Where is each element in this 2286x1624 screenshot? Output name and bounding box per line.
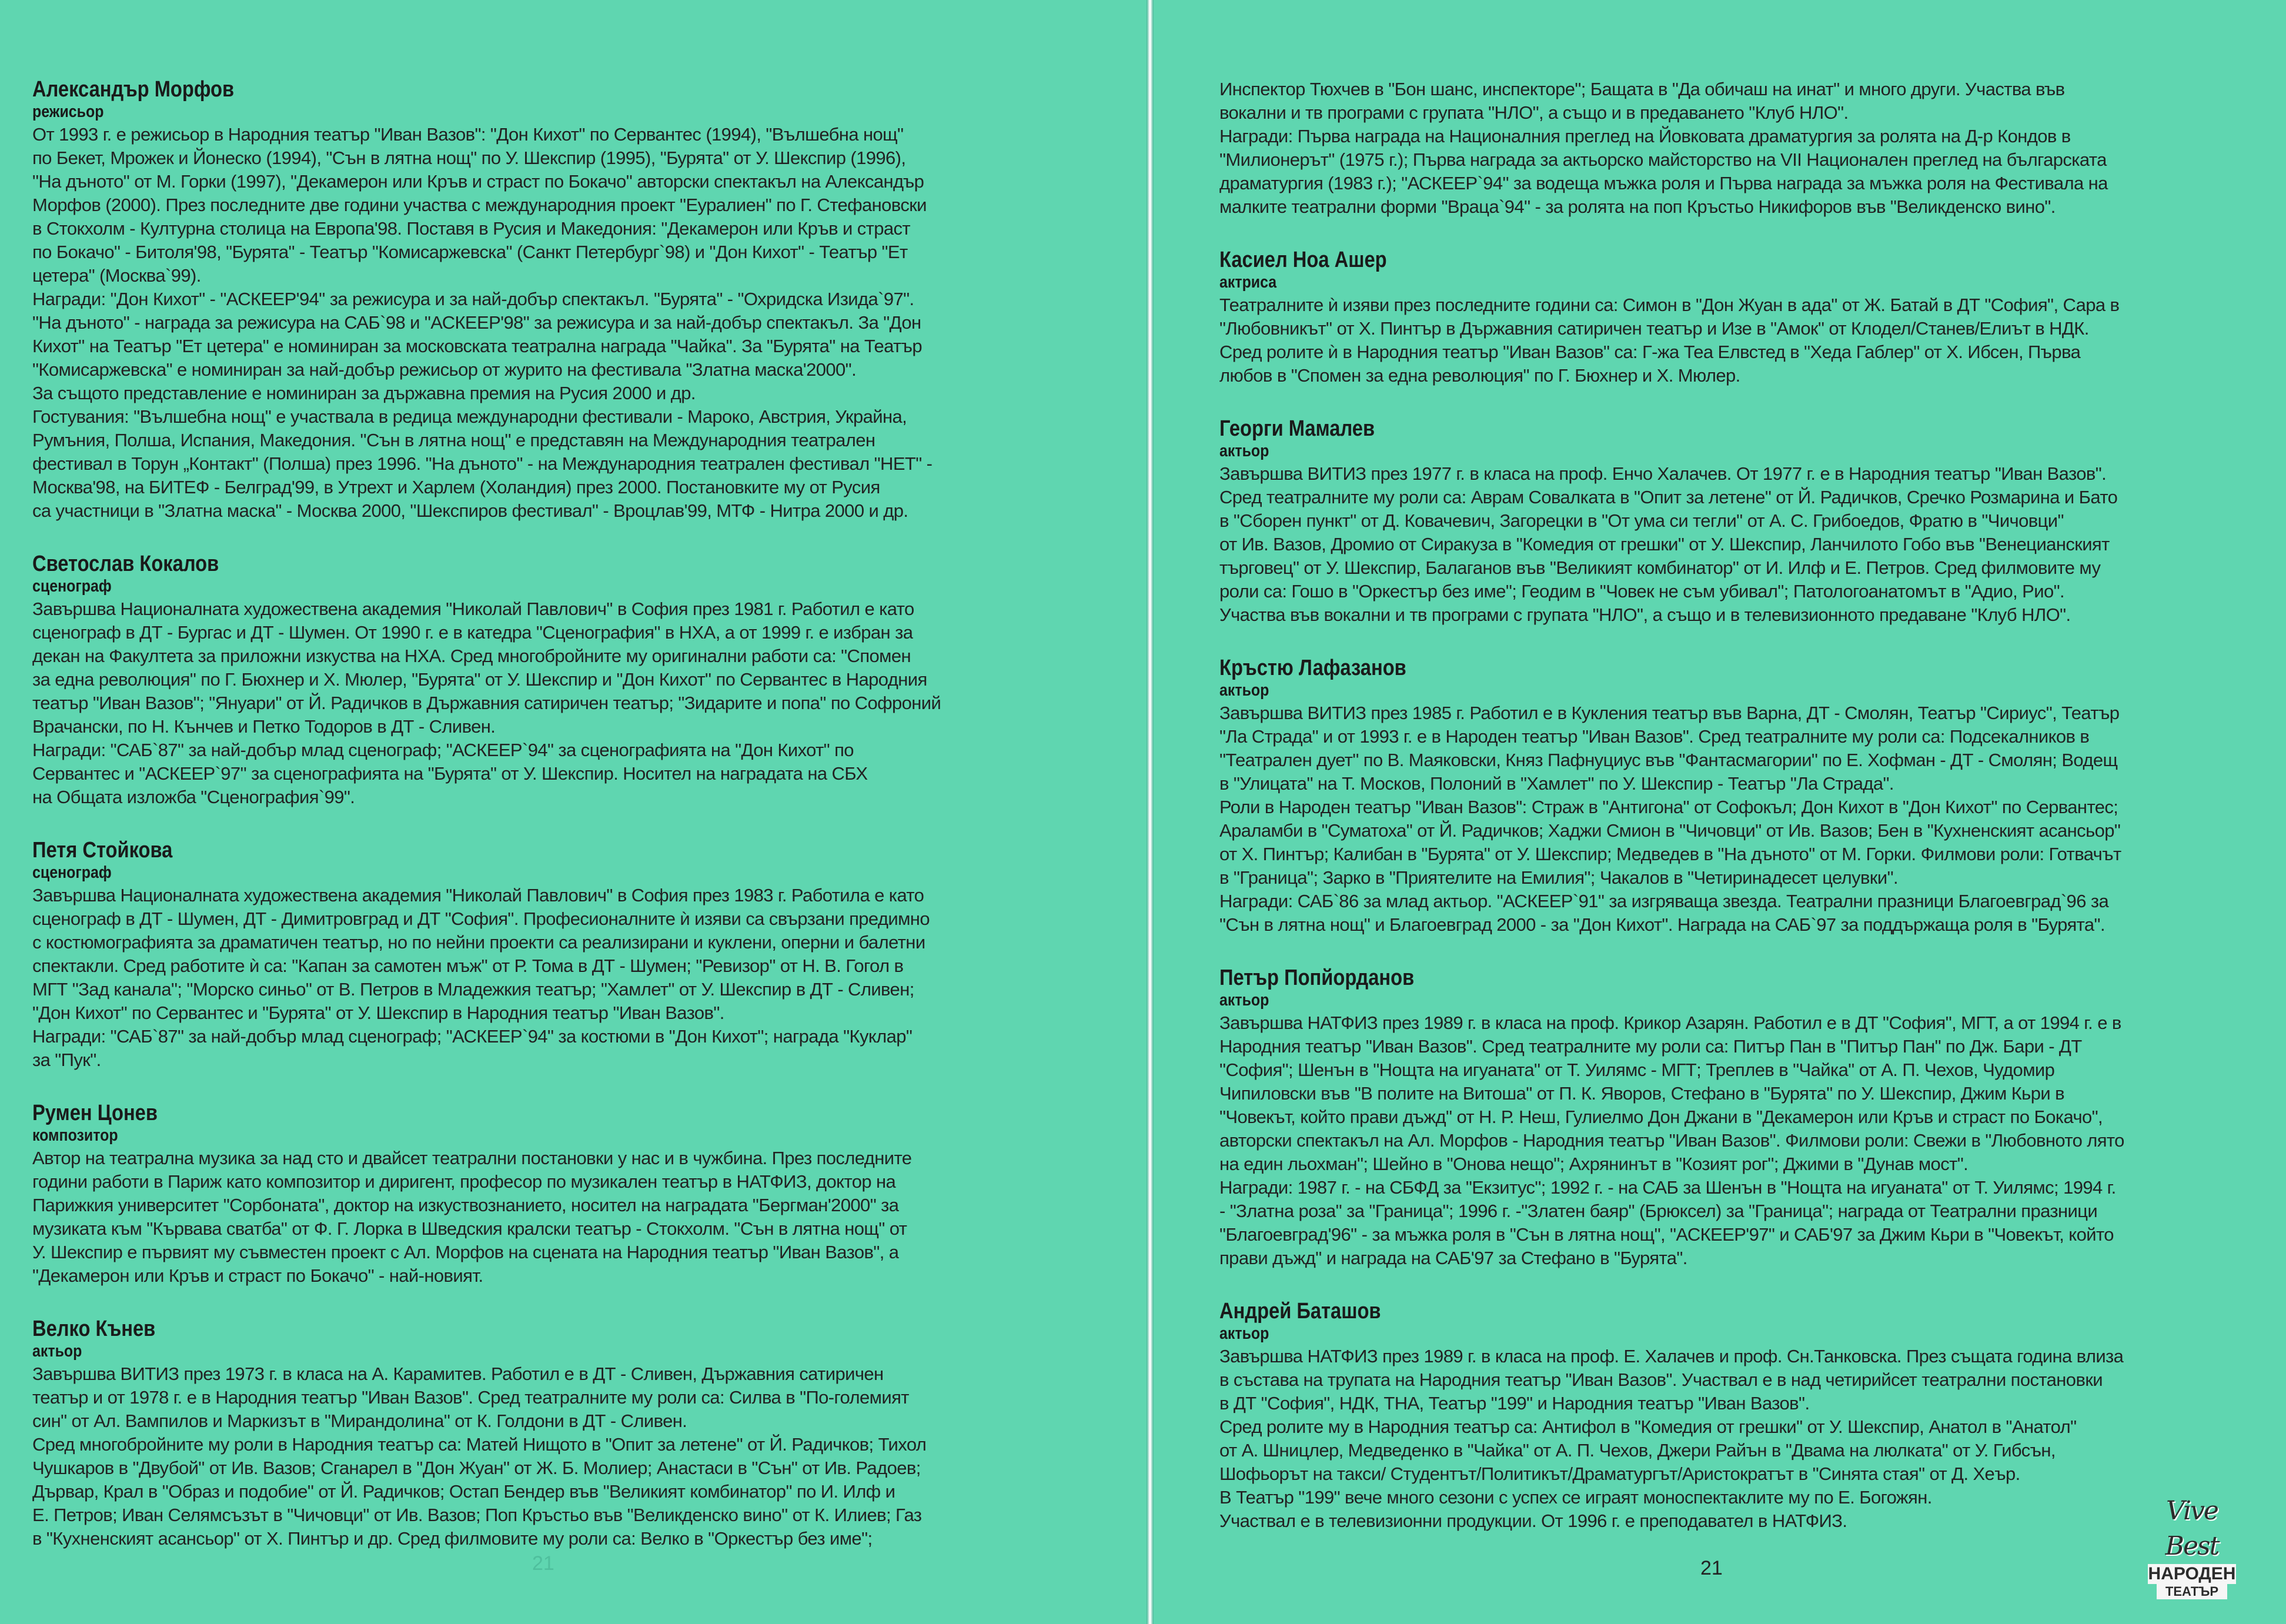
biography-line: фестивал в Торун „Контакт" (Полша) през 1996. "На дъното" - на Международния театрален фестивал "НЕТ" -	[32, 453, 933, 474]
book-gutter	[1147, 0, 1154, 1624]
biography-line: декан на Факултета за приложни изкуства на НХА. Сред многобройните му оригинални работи са: "Спомен	[32, 646, 911, 666]
biography-line: "Ла Страда" и от 1993 г. е в Народен театър "Иван Вазов". Сред театралните му роли са: Подсекалников в	[1219, 726, 2090, 747]
person-name: Андрей Баташов	[1219, 1299, 1381, 1324]
biography-line: вокални и тв програми с групата "НЛО", а също и в предаването "Клуб НЛО".	[1219, 102, 1849, 123]
biography-line: В Театър "199" вече много сезони с успех се играят моноспектаклите му по Е. Богожян.	[1219, 1487, 1932, 1508]
biography-line: "Комисаржевска" е номиниран за най-добър режисьор от журито на фестивала "Златна маска'2000".	[32, 359, 857, 380]
person-name: Александър Морфов	[32, 77, 235, 102]
biography-line: "Сън в лятна нощ" и Благоевград 2000 - за "Дон Кихот". Награда на САБ`97 за поддържаща роля в "Бурята".	[1219, 914, 2105, 935]
biography-line: "Човекът, който прави дъжд" от Н. Р. Неш, Гулиелмо Дон Джани в "Декамерон или Кръв и страст по Бокачо",	[1219, 1107, 2103, 1127]
biography-line: "София"; Шенън в "Нощта на игуаната" от Т. Уилямс - МГТ; Треплев в "Чайка" от А. П. Чехов, Чудомир	[1219, 1060, 2055, 1080]
biography-line: Завършва НАТФИЗ през 1989 г. в класа на проф. Крикор Азарян. Работил е в ДТ "София", МГТ, а от 1994 г. е в	[1219, 1013, 2121, 1033]
logo-script: Vive Best	[2165, 1496, 2219, 1561]
biography-line: МГТ "Зад канала"; "Морско синьо" от В. Петров в Младежкия театър; "Хамлет" от У. Шекспир в ДТ - Сливен;	[32, 979, 914, 1000]
biography-line: - "Златна роза" за "Граница"; 1996 г. -"Златен баяр" (Брюксел) за "Граница"; награда от Театрални празници	[1219, 1201, 2098, 1221]
continued-entry	[1219, 78, 2251, 219]
biography-entry	[32, 837, 1123, 1072]
logo-line-2: ТЕАТЪР	[2157, 1584, 2227, 1599]
biography-line: са участници в "Златна маска" - Москва 2000, "Шекспиров фестивал" - Вроцлав'99, МТФ - Нитра 2000 и др.	[32, 500, 908, 521]
person-role: сценограф	[32, 863, 112, 882]
biography-line: за "Пук".	[32, 1050, 101, 1070]
biography-line: Сред театралните му роли са: Аврам Совалката в "Опит за летене" от Й. Радичков, Сречко Розмарина и Бато	[1219, 487, 2118, 507]
person-name: Кръстю Лафазанов	[1219, 656, 1406, 680]
person-role: актьор	[1219, 1324, 1269, 1343]
biography-line: "Декамерон или Кръв и страст по Бокачо" - най-новият.	[32, 1265, 483, 1286]
biography-entry	[32, 76, 1123, 523]
biography-line: в състава на трупата на Народния театър "Иван Вазов". Участвал е в над четирийсет театрални постановки	[1219, 1369, 2103, 1390]
biography-line: драматургия (1983 г.); "АСКЕЕР`94" за водеща мъжка роля и Първа награда за мъжка роля на Фестивала на	[1219, 173, 2108, 193]
biography-line: спектакли. Сред работите ѝ са: "Капан за самотен мъж" от Р. Тома в ДТ - Шумен; "Ревизор" от Н. В. Гогол в	[32, 955, 904, 976]
biography-line: Театралните ѝ изяви през последните години са: Симон в "Дон Жуан в ада" от Ж. Батай в ДТ "София", Сара в	[1219, 295, 2120, 315]
biography-entry	[1219, 655, 2251, 937]
biography-line: Инспектор Тюхчев в "Бон шанс, инспекторе"; Бащата в "Да обичаш на инат" и много други. Участва във	[1219, 79, 2065, 99]
biography-line: Е. Петров; Иван Селямсъзът в "Чичовци" от Ив. Вазов; Поп Кръстьо във "Великденско вино" от К. Илиев; Газ	[32, 1505, 922, 1525]
person-role: актриса	[1219, 273, 1277, 292]
biography-entry	[1219, 247, 2251, 387]
person-role: сценограф	[32, 577, 112, 596]
biography-line: Народния театър "Иван Вазов". Сред театралните му роли са: Питър Пан в "Питър Пан" по Дж. Бари - ДТ	[1219, 1036, 2082, 1057]
biography-line: Участвал е в телевизионни продукции. От 1996 г. е преподавател в НАТФИЗ.	[1219, 1511, 1847, 1531]
person-role: актьор	[1219, 991, 1269, 1010]
national-theatre-logo	[2145, 1493, 2239, 1599]
biography-line: роли са: Гошо в "Оркестър без име"; Геодим в "Човек не съм убивал"; Патологоанатомът в "Адио, Рио".	[1219, 581, 2065, 602]
biography-line: театър и от 1978 г. е в Народния театър "Иван Вазов". Сред театралните му роли са: Силва в "По-големият	[32, 1387, 909, 1408]
person-name: Петя Стойкова	[32, 838, 173, 863]
biography-line: Шофьорът на такси/ Студентът/Политикът/Драматургът/Аристократът в "Синята стая" от Д. Хеър.	[1219, 1463, 2020, 1484]
biography-line: Кихот" на Театър "Ет цетера" е номиниран за московската театрална награда "Чайка". За "Бурята" на Театър	[32, 336, 923, 356]
logo-line-1: НАРОДЕН	[2148, 1564, 2236, 1583]
biography-line: Врачански, по Н. Кънчев и Петко Тодоров в ДТ - Сливен.	[32, 716, 496, 737]
biography-line: в "Сборен пункт" от Д. Ковачевич, Загорецки в "От ума си тегли" от А. С. Грибоедов, Фратю в "Чичовци"	[1219, 510, 2064, 531]
biography-line: Награди: 1987 г. - на СБФД за "Екзитус"; 1992 г. - на САБ за Шенън в "Нощта на игуаната" от Т. Уилямс; 1994 г.	[1219, 1177, 2116, 1198]
biography-line: "Благоевград'96" - за мъжка роля в "Сън в лятна нощ", "АСКЕЕР'97" и САБ'97 за Джим Кьри в "Човекът, който	[1219, 1224, 2114, 1245]
biography-line: Сред многобройните му роли в Народния театър са: Матей Нищото в "Опит за летене" от Й. Радичков; Тихол	[32, 1434, 927, 1455]
biography-line: Румъния, Полша, Испания, Македония. "Сън в лятна нощ" е представян на Международния театрален	[32, 430, 875, 450]
biography-line: "Милионерът" (1975 г.); Първа награда за актьорско майсторство на VII Националeн преглед на българската	[1219, 149, 2107, 170]
biography-entry	[32, 1100, 1123, 1288]
biography-line: сценограф в ДТ - Шумен, ДТ - Димитровград и ДТ "София". Професионалните ѝ изяви са свързани предимно	[32, 908, 930, 929]
biography-line: Сред ролите ѝ в Народния театър "Иван Вазов" са: Г-жа Теа Елвстед в "Хеда Габлер" от Х. Ибсен, Първа	[1219, 342, 2081, 362]
biography-line: У. Шекспир е първият му съвместен проект с Ал. Морфов на сцената на Народния театър "Иван Вазов", а	[32, 1242, 899, 1262]
biography-entry	[1219, 416, 2251, 627]
person-name: Светослав Кокалов	[32, 552, 219, 576]
biography-line: с костюмографията за драматичен театър, но по нейни проекти са реализирани и куклени, оперни и балетни	[32, 932, 925, 953]
biography-line: в "Граница"; Зарко в "Приятелите на Емилия"; Чакалов в "Четиринадесет целувки".	[1219, 867, 1898, 888]
biography-line: Араламби в "Суматоха" от Й. Радичков; Хаджи Смион в "Чичовци" от Ив. Вазов; Бен в "Кухненският асансьор"	[1219, 820, 2121, 841]
biography-line: театър "Иван Вазов"; "Януари" от Й. Радичков в Държавния сатиричен театър; "Зидарите и попа" по Софроний	[32, 693, 941, 713]
biography-line: Завършва ВИТИЗ през 1977 г. в класа на проф. Енчо Халачев. От 1977 г. е в Народния театър "Иван Вазов".	[1219, 463, 2107, 484]
biography-line: търговец" от У. Шекспир, Балаганов във "Великият комбинатор" от И. Илф и Е. Петров. Сред филмовите му	[1219, 557, 2101, 578]
biography-line: От 1993 г. е режисьор в Народния театър "Иван Вазов": "Дон Кихот" по Сервантес (1994), "Вълшебна нощ"	[32, 124, 904, 145]
biography-line: в "Кухненският асансьор" от Х. Пинтър и др. Сред филмовите му роли са: Велко в "Оркестър без име";	[32, 1528, 873, 1549]
biography-line: Гостувания: "Вълшебна нощ" е участвала в редица международни фестивали - Мароко, Австрия, Украйна,	[32, 406, 907, 427]
biography-line: "На дъното" от М. Горки (1997), "Декамерон или Кръв и страст по Бокачо" авторски спектакъл на Александър	[32, 171, 924, 192]
biography-entry	[32, 551, 1123, 809]
biography-line: "Дон Кихот" по Сервантес и "Бурята" от У. Шекспир в Народния театър "Иван Вазов".	[32, 1003, 724, 1023]
person-role: режисьор	[32, 102, 104, 121]
biography-line: Роли в Народен театър "Иван Вазов": Страж в "Антигона" от Софокъл; Дон Кихот в "Дон Кихот" по Сервантес;	[1219, 797, 2118, 817]
left-page-number: 21	[532, 1552, 554, 1575]
biography-line: Чушкаров в "Двубой" от Ив. Вазов; Сганарел в "Дон Жуан" от Ж. Б. Молиер; Анастаси в "Сън" от Ив. Радоев;	[32, 1458, 921, 1478]
person-role: актьор	[1219, 442, 1269, 460]
biography-line: музиката към "Кървава сватба" от Ф. Г. Лорка в Шведския кралски театър - Стокхолм. "Сън в лятна нощ" от	[32, 1218, 907, 1239]
biography-line: цетера" (Москва`99).	[32, 265, 201, 286]
biography-line: сценограф в ДТ - Бургас и ДТ - Шумен. От 1990 г. е в катедра "Сценография" в НХА, а от 1999 г. е избран за	[32, 622, 913, 643]
biography-line: Чипиловски във "В полите на Витоша" от П. К. Яворов, Стефано в "Бурята" по У. Шекспир, Джим Кьри в	[1219, 1083, 2064, 1104]
biography-line: в Стокхолм - Културна столица на Европа'98. Поставя в Русия и Македония: "Декамерон или Кръв и страст	[32, 218, 910, 239]
biography-line: син" от Ал. Вампилов и Маркизът в "Мирандолина" от К. Голдони в ДТ - Сливен.	[32, 1411, 687, 1431]
biography-entry	[1219, 1298, 2251, 1533]
person-name: Петър Попйорданов	[1219, 965, 1415, 990]
biography-line: Автор на театрална музика за над сто и двайсет театрални постановки у нас и в чужбина. През последните	[32, 1148, 912, 1168]
biography-line: любов в "Спомен за една революция" по Г. Бюхнер и Х. Мюлер.	[1219, 365, 1740, 386]
biography-line: в ДТ "София", НДК, ТНА, Театър "199" и Народния театър "Иван Вазов".	[1219, 1393, 1810, 1414]
biography-entry	[1219, 965, 2251, 1270]
biography-line: от Х. Пинтър; Калибан в "Бурята" от У. Шекспир; Медведев в "На дъното" от М. Горки. Филмови роли: Готвачът	[1219, 844, 2121, 864]
person-role: актьор	[32, 1342, 82, 1361]
biography-line: от А. Шницлер, Медведенко в "Чайка" от А. П. Чехов, Джери Райън в "Двама на люлката" от У. Гибсън,	[1219, 1440, 2056, 1461]
biography-line: малките театрални форми "Враца`94" - за ролята на поп Кръстьо Никифоров във "Великденско вино".	[1219, 196, 2056, 217]
biography-line: Награди: "Дон Кихот" - "АСКЕЕР'94" за режисура и за най-добър спектакъл. "Бурята" - "Охридска Изида`97".	[32, 289, 914, 309]
biography-line: Награди: "САБ`87" за най-добър млад сценограф; "АСКЕЕР`94" за сценографията на "Дон Кихот" по	[32, 740, 854, 760]
biography-line: Парижкия университет "Сорбоната", доктор на изкуствознанието, носител на наградата "Бергман'2000" за	[32, 1195, 899, 1215]
person-name: Касиел Ноа Ашер	[1219, 248, 1387, 272]
biography-line: Завършва НАТФИЗ през 1989 г. в класа на проф. Е. Халачев и проф. Сн.Танковска. През същата година влиза	[1219, 1346, 2124, 1366]
biography-line: Сервантес и "АСКЕЕР`97" за сценографията на "Бурята" от У. Шекспир. Носител на наградата на СБХ	[32, 763, 868, 784]
biography-line: на един льохман"; Шейно в "Онова нещо"; Ахрянинът в "Козият рог"; Джими в "Дунав мост".	[1219, 1154, 1968, 1174]
person-name: Георги Мамалев	[1219, 416, 1375, 441]
biography-line: Сред ролите му в Народния театър са: Антифол в "Комедия от грешки" от У. Шекспир, Анатол в "Анатол"	[1219, 1416, 2077, 1437]
biography-line: "Любовникът" от Х. Пинтър в Държавния сатиричен театър и Изе в "Амок" от Клодел/Станев/Елиът в НДК.	[1219, 318, 2089, 339]
biography-line: Москва'98, на БИТЕФ - Белград'99, в Утрехт и Харлем (Холандия) през 2000. Постановките му от Русия	[32, 477, 880, 497]
biography-line: години работи в Париж като композитор и диригент, професор по музикален театър в НАТФИЗ, доктор на	[32, 1171, 896, 1192]
person-name: Велко Кънев	[32, 1316, 156, 1341]
right-page-number: 21	[1700, 1557, 1723, 1579]
biography-line: Завършва Националната художествена академия "Николай Павлович" в София през 1983 г. Работила е като	[32, 885, 924, 905]
biography-line: Завършва Националната художествена академия "Николай Павлович" в София през 1981 г. Работил е като	[32, 599, 914, 619]
biography-line: по Бокачо" - Битоля'98, "Бурята" - Театър "Комисаржевска" (Санкт Петербург`98) и "Дон Кихот" - Театър "Ет	[32, 242, 908, 262]
biography-line: Награди: "САБ`87" за най-добър млад сценограф; "АСКЕЕР`94" за костюми в "Дон Кихот"; награда "Куклар"	[32, 1026, 913, 1047]
right-page	[1154, 0, 2286, 1624]
biography-line: от Ив. Вазов, Дромио от Сиракуза в "Комедия от грешки" от У. Шекспир, Ланчилото Гобо във "Венецианският	[1219, 534, 2110, 554]
biography-line: За същото представление е номиниран за държавна премия на Русия 2000 и др.	[32, 383, 696, 403]
biography-line: за една революция" по Г. Бюхнер и Х. Мюлер, "Бурята" от У. Шекспир и "Дон Кихот" по Сервантес в Народния	[32, 669, 927, 690]
biography-line: Награди: Първа награда на Националния преглед на Йовковата драматургия за ролята на Д-р Кондов в	[1219, 126, 2071, 146]
biography-line: Дървар, Крал в "Образ и подобие" от Й. Радичков; Остап Бендер във "Великият комбинатор" по И. Илф и	[32, 1481, 895, 1502]
biography-line: Участва във вокални и тв програми с групата "НЛО", а също и в телевизионното предаване "Клуб НЛО".	[1219, 604, 2071, 625]
biography-line: на Общата изложба "Сценография`99".	[32, 787, 355, 807]
biography-entry	[32, 1316, 1123, 1551]
biography-line: авторски спектакъл на Ал. Морфов - Народния театър "Иван Вазов". Филмови роли: Свежи в "Любовното лято	[1219, 1130, 2124, 1151]
biography-line: по Бекет, Мрожек и Йонеско (1994), "Сън в лятна нощ" по У. Шекспир (1995), "Бурята" от У. Шекспир (1996),	[32, 148, 906, 168]
person-role: актьор	[1219, 681, 1269, 700]
biography-line: прави дъжд" и награда на САБ'97 за Стефано в "Бурята".	[1219, 1248, 1687, 1268]
biography-line: "На дъното" - награда за режисура на САБ`98 и "АСКЕЕР'98" за режисура и за най-добър спектакъл. За "Дон	[32, 312, 921, 333]
biography-line: Завършва ВИТИЗ през 1985 г. Работил е в Кукления театър във Варна, ДТ - Смолян, Театър "Сириус", Театър	[1219, 703, 2120, 723]
person-role: композитор	[32, 1126, 118, 1145]
biography-line: Морфов (2000). През последните две години участва с международния проект "Еуралиен" по Г. Стефановски	[32, 195, 927, 215]
biography-line: "Театрален дует" по В. Маяковски, Княз Пафнуциус във "Фантасмагории" по Е. Хофман - ДТ - Смолян; Водещ	[1219, 750, 2118, 770]
person-name: Румен Цонев	[32, 1101, 158, 1125]
biography-line: Награди: САБ`86 за млад актьор. "АСКЕЕР`91" за изгряваща звезда. Театрални празници Благоевград`96 за	[1219, 891, 2109, 911]
biography-line: в "Улицата" на Т. Москов, Полоний в "Хамлет" по У. Шекспир - Театър "Ла Страда".	[1219, 773, 1894, 794]
biography-line: Завършва ВИТИЗ през 1973 г. в класа на А. Карамитев. Работил е в ДТ - Сливен, Държавния сатиричен	[32, 1364, 884, 1384]
